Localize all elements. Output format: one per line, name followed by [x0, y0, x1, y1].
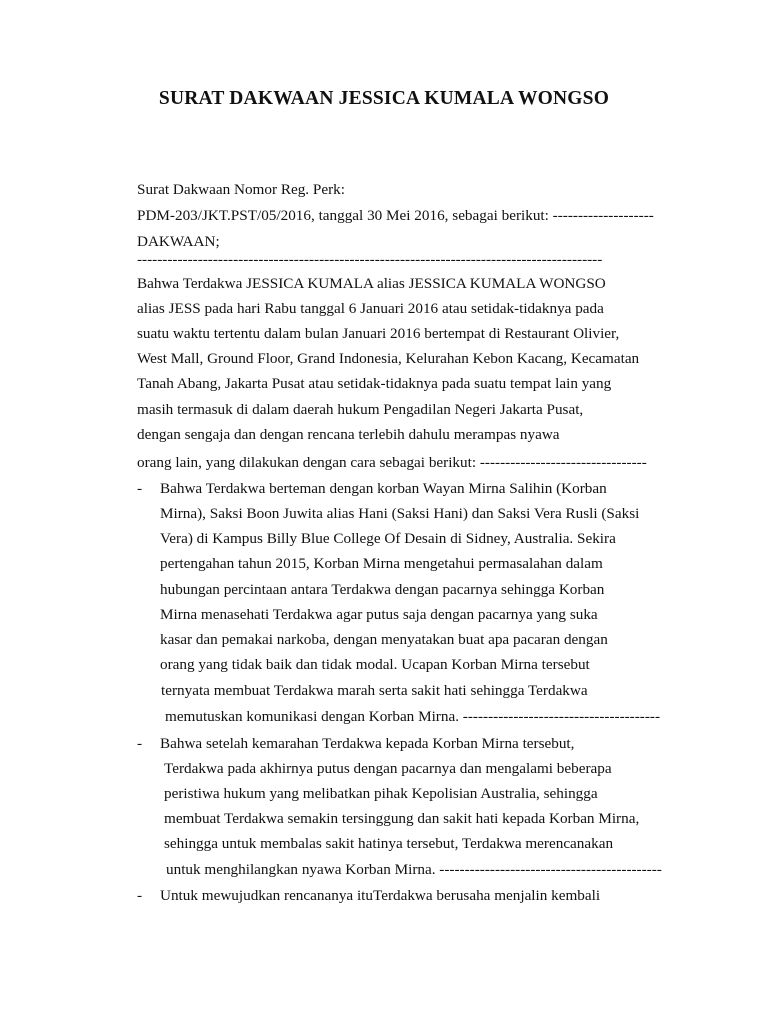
list-item-line: Bahwa setelah kemarahan Terdakwa kepada Korban Mirna tersebut, [160, 735, 575, 752]
list-item-line: Vera) di Kampus Billy Blue College Of Desain di Sidney, Australia. Sekira [160, 530, 616, 547]
paragraph-line: dengan sengaja dan dengan rencana terlebih dahulu merampas nyawa [137, 426, 560, 443]
list-item-line: memutuskan komunikasi dengan Korban Mirna. --------------------------------------- [165, 708, 661, 725]
list-item-line: Mirna menasehati Terdakwa agar putus saja dengan pacarnya yang suka [160, 606, 598, 623]
list-item-line: pertengahan tahun 2015, Korban Mirna mengetahui permasalahan dalam [160, 555, 603, 572]
list-item-line: peristiwa hukum yang melibatkan pihak Kepolisian Australia, sehingga [164, 785, 598, 802]
header-line: DAKWAAN; [137, 233, 220, 250]
list-item-line: orang yang tidak baik dan tidak modal. Ucapan Korban Mirna tersebut [160, 656, 590, 673]
list-bullet: - [137, 887, 143, 904]
document-title: SURAT DAKWAAN JESSICA KUMALA WONGSO [158, 88, 610, 109]
list-bullet: - [137, 480, 143, 497]
paragraph-line: masih termasuk di dalam daerah hukum Pengadilan Negeri Jakarta Pusat, [137, 401, 584, 418]
header-line: Surat Dakwaan Nomor Reg. Perk: [137, 181, 345, 198]
list-item-line: Terdakwa pada akhirnya putus dengan pacarnya dan mengalami beberapa [164, 760, 612, 777]
paragraph-line: West Mall, Ground Floor, Grand Indonesia, Kelurahan Kebon Kacang, Kecamatan [137, 350, 640, 367]
list-item-line: Untuk mewujudkan rencananya ituTerdakwa berusaha menjalin kembali [160, 887, 601, 904]
list-bullet: - [137, 735, 143, 752]
paragraph-line: orang lain, yang dilakukan dengan cara sebagai berikut: --------------------------------- [137, 454, 647, 471]
list-item-line: Bahwa Terdakwa berteman dengan korban Wayan Mirna Salihin (Korban [160, 480, 607, 497]
list-item-line: ternyata membuat Terdakwa marah serta sakit hati sehingga Terdakwa [161, 682, 588, 699]
list-item-line: membuat Terdakwa semakin tersinggung dan sakit hati kepada Korban Mirna, [164, 810, 640, 827]
list-item-line: untuk menghilangkan nyawa Korban Mirna. -------------------------------------------- [166, 861, 662, 878]
list-item-line: kasar dan pemakai narkoba, dengan menyatakan buat apa pacaran dengan [160, 631, 608, 648]
list-item-line: Mirna), Saksi Boon Juwita alias Hani (Saksi Hani) dan Saksi Vera Rusli (Saksi [160, 505, 640, 522]
paragraph-line: Bahwa Terdakwa JESSICA KUMALA alias JESSICA KUMALA WONGSO [137, 275, 606, 292]
separator-line: -------------------------------------------------------------------------------------------- [137, 251, 603, 268]
paragraph-line: Tanah Abang, Jakarta Pusat atau setidak-tidaknya pada suatu tempat lain yang [137, 375, 612, 392]
paragraph-line: suatu waktu tertentu dalam bulan Januari 2016 bertempat di Restaurant Olivier, [137, 325, 620, 342]
header-line: PDM-203/JKT.PST/05/2016, tanggal 30 Mei 2016, sebagai berikut: -------------------- [137, 207, 654, 224]
list-item-line: sehingga untuk membalas sakit hatinya tersebut, Terdakwa merencanakan [164, 835, 614, 852]
paragraph-line: alias JESS pada hari Rabu tanggal 6 Januari 2016 atau setidak-tidaknya pada [137, 300, 604, 317]
list-item-line: hubungan percintaan antara Terdakwa dengan pacarnya sehingga Korban [160, 581, 605, 598]
